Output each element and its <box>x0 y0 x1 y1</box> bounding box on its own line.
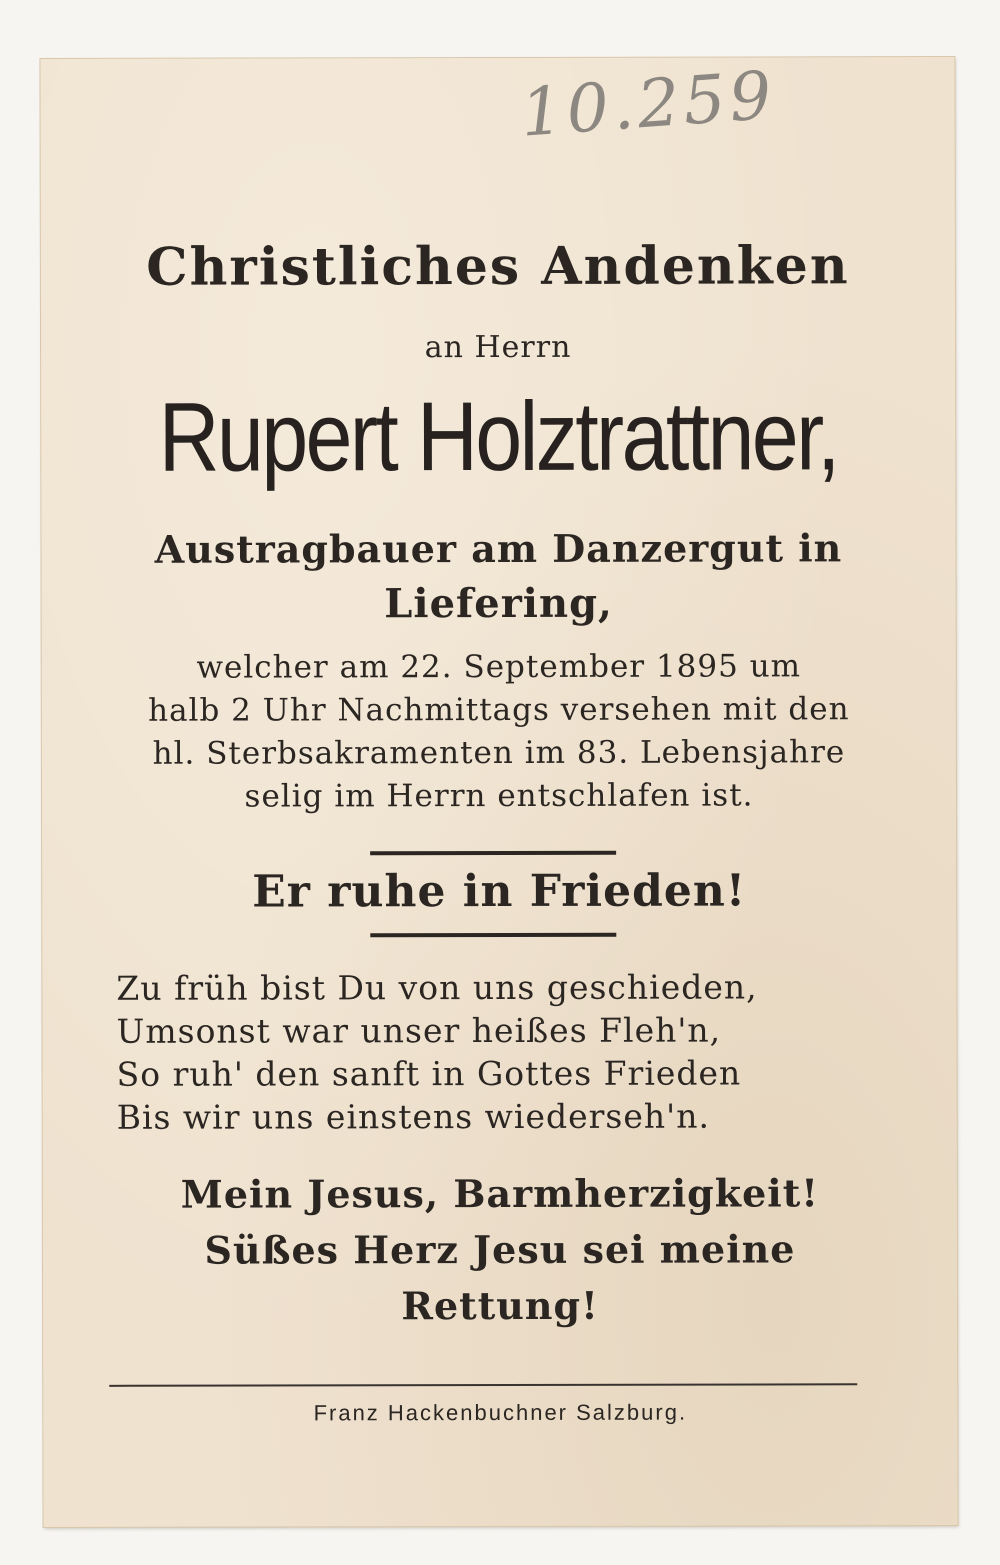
card-title: Christliches Andenken <box>146 235 850 298</box>
death-notice-line: halb 2 Uhr Nachmittags versehen mit den <box>148 691 850 729</box>
rest-in-peace: Er ruhe in Frieden! <box>252 865 747 918</box>
printer-credit: Franz Hackenbuchner Salzburg. <box>313 1399 688 1426</box>
deceased-name: Rupert Holztrattner, <box>158 380 838 492</box>
verse-line: Umsonst war unser heißes Fleh'n, <box>116 1010 722 1051</box>
memorial-verse <box>116 965 758 1138</box>
footer-rule <box>109 1383 857 1387</box>
death-notice <box>42 645 956 819</box>
prayer-line: Süßes Herz Jesu sei meine <box>204 1226 796 1273</box>
death-notice-line: hl. Sterbsakramenten im 83. Lebensjahre <box>152 734 846 772</box>
death-notice-line: selig im Herrn entschlafen ist. <box>244 777 754 815</box>
prayer-line: Rettung! <box>401 1282 599 1329</box>
card-subtitle: an Herrn <box>424 329 572 366</box>
deceased-place: Liefering, <box>384 579 613 628</box>
divider-bottom <box>370 933 616 938</box>
divider-top <box>370 851 616 856</box>
verse-line: Bis wir uns einstens wiederseh'n. <box>116 1096 710 1137</box>
verse-line: Zu früh bist Du von uns geschieden, <box>116 967 758 1008</box>
deceased-occupation: Austragbauer am Danzergut in <box>154 525 843 572</box>
memorial-card <box>40 57 957 1527</box>
verse-line: So ruh' den sanft in Gottes Frieden <box>116 1053 742 1094</box>
handwritten-number: 10.259 <box>518 56 778 152</box>
prayer-line: Mein Jesus, Barmherzigkeit! <box>180 1170 819 1217</box>
death-notice-line: welcher am 22. September 1895 um <box>196 648 802 686</box>
prayer <box>43 1165 957 1335</box>
